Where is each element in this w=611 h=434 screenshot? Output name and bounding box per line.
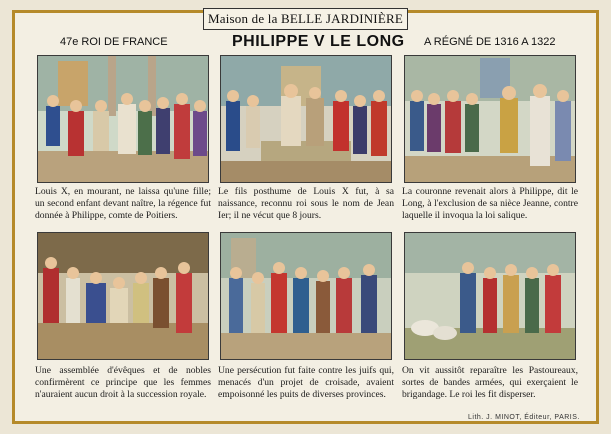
panel-1-illustration xyxy=(37,55,209,183)
panel-1-caption: Louis X, en mourant, ne laissa qu'une fille; un second enfant devant naître, la régence fut donnée à Philippe, comte de Poitiers. xyxy=(35,186,211,222)
panel-6-caption: On vit aussitôt reparaître les Pastoureaux, sortes de bandes armées, qui exerçaient le brigandage. Le roi les fit disperser. xyxy=(402,365,578,401)
panel-5-illustration xyxy=(220,232,392,360)
panel-6-illustration xyxy=(404,232,576,360)
king-number: 47e ROI DE FRANCE xyxy=(60,36,168,48)
panel-2-caption: Le fils posthume de Louis X fut, à sa naissance, reconnu roi sous le nom de Jean Ier; il ne vécut que 8 jours. xyxy=(218,186,394,222)
panel-5-caption: Une persécution fut faite contre les juifs qui, menacés d'un projet de croisade, avaient empoisonné les puits de diverses provinces. xyxy=(218,365,394,401)
panel-3-illustration xyxy=(404,55,576,183)
panel-4-caption: Une assemblée d'évêques et de nobles confirmèrent ce principe que les femmes n'auraient aucun droit à la succession royale. xyxy=(35,365,211,401)
reign-dates: A RÉGNÉ DE 1316 A 1322 xyxy=(424,36,556,48)
page-title: PHILIPPE V LE LONG xyxy=(232,33,405,50)
publisher-credit: Lith. J. MINOT, Éditeur, PARIS. xyxy=(468,414,580,421)
panel-3-caption: La couronne revenait alors à Philippe, dit le Long, à l'exclusion de sa nièce Jeanne, contre laquelle il invoqua la loi salique. xyxy=(402,186,578,222)
panel-4-illustration xyxy=(37,232,209,360)
panel-2-illustration xyxy=(220,55,392,183)
maison-banner: Maison de la BELLE JARDINIÈRE xyxy=(203,8,408,30)
